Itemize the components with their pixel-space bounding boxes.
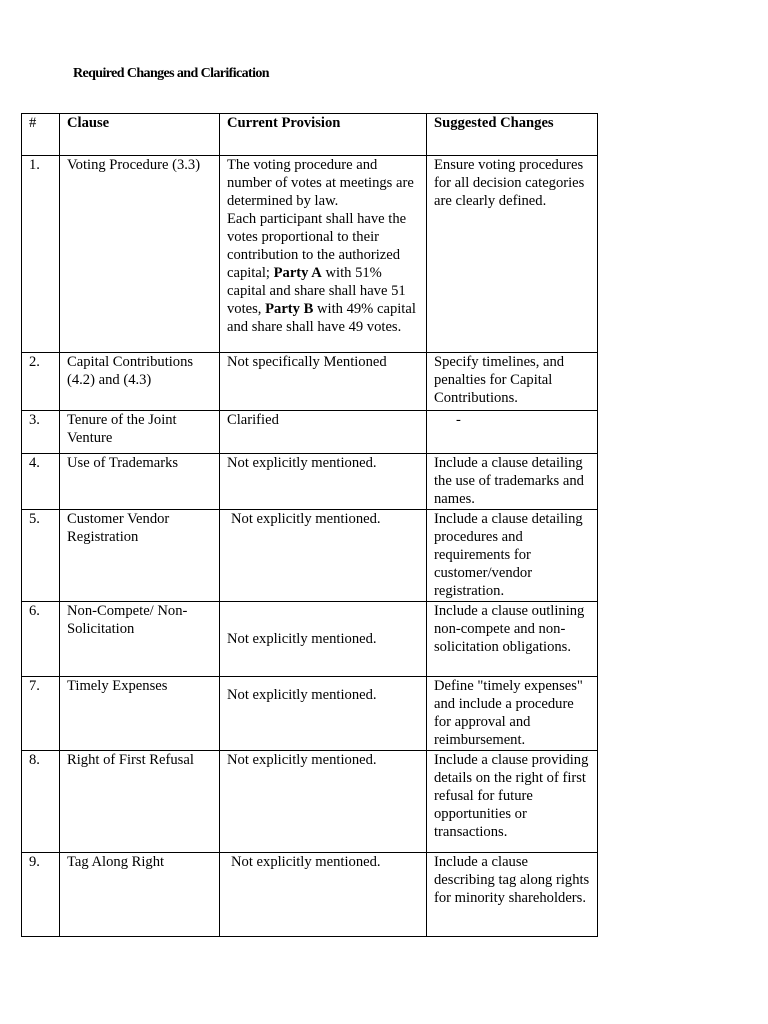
row-number: 9. (22, 853, 60, 937)
clause-cell: Voting Procedure (3.3) (60, 156, 220, 353)
text-run: with 49% capital and share shall have 49 votes. (227, 301, 416, 335)
row-number: 2. (22, 353, 60, 411)
table-header-row (22, 114, 598, 156)
header-current-provision: Current Provision (220, 114, 427, 156)
current-provision-cell: Not explicitly mentioned. (220, 454, 427, 510)
table-row (22, 454, 598, 510)
suggested-changes-cell: Include a clause detailing procedures and requirements for customer/vendor registration. (427, 510, 598, 602)
current-provision-paragraph: The voting procedure and number of votes at meetings are determined by law. (227, 157, 414, 209)
row-number: 1. (22, 156, 60, 353)
changes-table (21, 113, 598, 937)
clause-cell: Customer Vendor Registration (60, 510, 220, 602)
clause-cell: Timely Expenses (60, 677, 220, 751)
clause-cell: Right of First Refusal (60, 751, 220, 853)
party-a-label: Party A (273, 265, 322, 281)
current-provision-cell: Clarified (220, 411, 427, 454)
row-number: 5. (22, 510, 60, 602)
text-run: Each participant shall have the votes proportional to their contribution to the authorized capital; (227, 211, 407, 281)
suggested-changes-cell: Include a clause detailing the use of trademarks and names. (427, 454, 598, 510)
document-title: Required Changes and Clarification (73, 66, 269, 81)
table-row (22, 510, 598, 602)
current-provision-cell: Not explicitly mentioned. (220, 510, 427, 602)
clause-cell: Tag Along Right (60, 853, 220, 937)
clause-cell: Tenure of the Joint Venture (60, 411, 220, 454)
suggested-changes-cell: Include a clause describing tag along rights for minority shareholders. (427, 853, 598, 937)
suggested-changes-cell: Specify timelines, and penalties for Capital Contributions. (427, 353, 598, 411)
header-number: # (22, 114, 60, 156)
suggested-changes-cell: Include a clause providing details on the right of first refusal for future opportunities or transactions. (427, 751, 598, 853)
clause-cell: Use of Trademarks (60, 454, 220, 510)
clause-cell: Capital Contributions (4.2) and (4.3) (60, 353, 220, 411)
current-provision-cell: Not explicitly mentioned. (220, 677, 427, 751)
header-clause: Clause (60, 114, 220, 156)
text-run: with 51% capital and share shall have 51 votes, (227, 265, 406, 317)
table-row (22, 751, 598, 853)
current-provision-cell (220, 156, 427, 353)
row-number: 7. (22, 677, 60, 751)
table-row (22, 602, 598, 677)
header-suggested-changes: Suggested Changes (427, 114, 598, 156)
row-number: 8. (22, 751, 60, 853)
row-number: 3. (22, 411, 60, 454)
party-b-label: Party B (265, 301, 314, 317)
empty-dash: - (456, 412, 461, 428)
current-provision-cell: Not explicitly mentioned. (220, 853, 427, 937)
current-provision-paragraph (227, 210, 419, 336)
row-number: 4. (22, 454, 60, 510)
current-provision-cell: Not explicitly mentioned. (220, 751, 427, 853)
table-row (22, 853, 598, 937)
table-row (22, 156, 598, 353)
row-number: 6. (22, 602, 60, 677)
suggested-changes-cell: Ensure voting procedures for all decision categories are clearly defined. (427, 156, 598, 353)
current-provision-cell: Not explicitly mentioned. (220, 602, 427, 677)
table-row (22, 677, 598, 751)
table-row (22, 353, 598, 411)
suggested-changes-cell (427, 411, 598, 454)
clause-cell: Non-Compete/ Non-Solicitation (60, 602, 220, 677)
current-provision-cell: Not specifically Mentioned (220, 353, 427, 411)
table-row (22, 411, 598, 454)
suggested-changes-cell: Define "timely expenses" and include a procedure for approval and reimbursement. (427, 677, 598, 751)
suggested-changes-cell: Include a clause outlining non-compete and non-solicitation obligations. (427, 602, 598, 677)
